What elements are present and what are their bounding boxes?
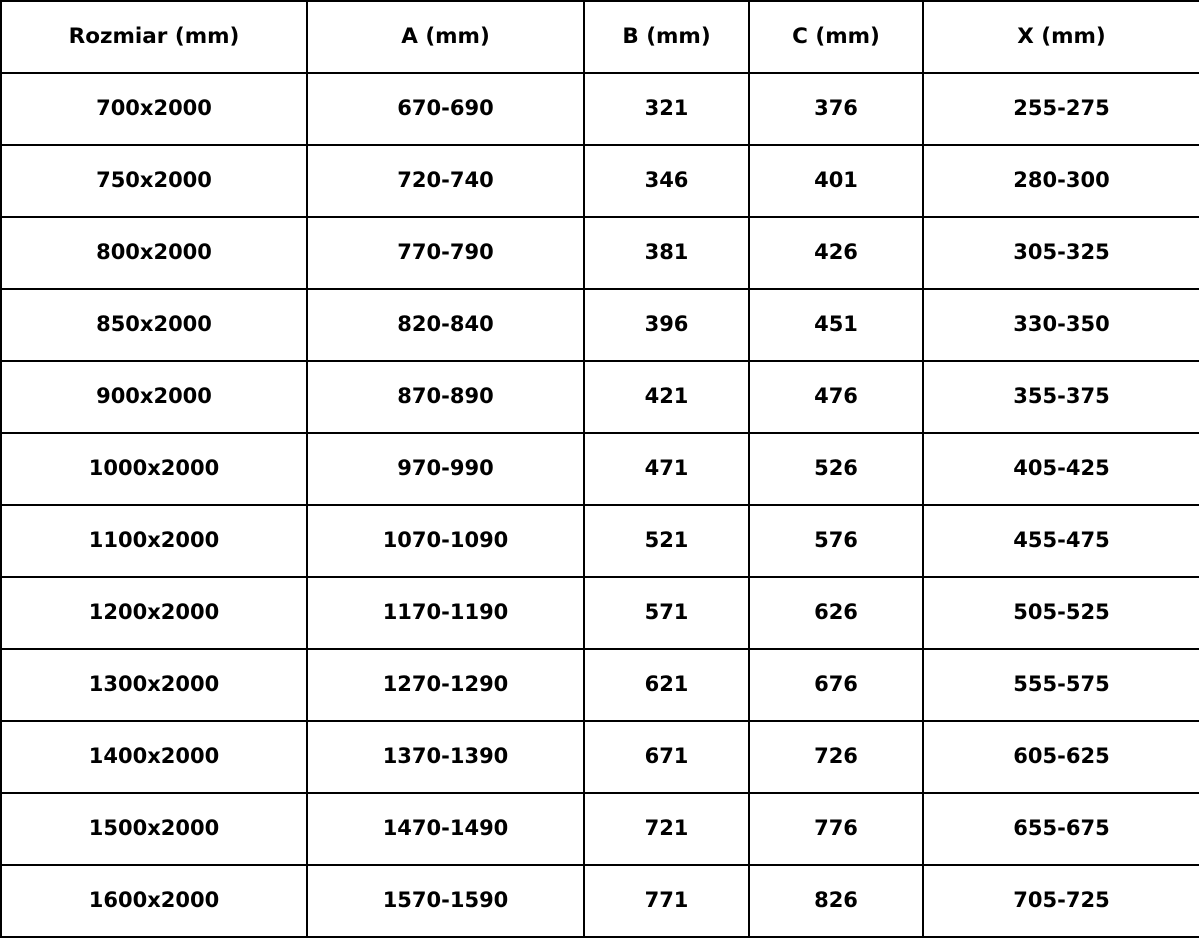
cell-a: 1270-1290 [307, 649, 584, 721]
cell-c: 526 [749, 433, 923, 505]
cell-a: 970-990 [307, 433, 584, 505]
table-row [1, 217, 1199, 289]
cell-x: 255-275 [923, 73, 1199, 145]
cell-x: 605-625 [923, 721, 1199, 793]
cell-c: 826 [749, 865, 923, 937]
cell-b: 571 [584, 577, 749, 649]
cell-rozmiar: 1300x2000 [1, 649, 307, 721]
cell-x: 455-475 [923, 505, 1199, 577]
cell-c: 476 [749, 361, 923, 433]
cell-b: 621 [584, 649, 749, 721]
cell-c: 426 [749, 217, 923, 289]
table-header-row [1, 1, 1199, 73]
cell-a: 1070-1090 [307, 505, 584, 577]
cell-rozmiar: 1600x2000 [1, 865, 307, 937]
table-row [1, 793, 1199, 865]
cell-x: 705-725 [923, 865, 1199, 937]
cell-a: 820-840 [307, 289, 584, 361]
cell-b: 421 [584, 361, 749, 433]
table-row [1, 289, 1199, 361]
cell-b: 671 [584, 721, 749, 793]
column-header-b: B (mm) [584, 1, 749, 73]
cell-a: 670-690 [307, 73, 584, 145]
cell-rozmiar: 700x2000 [1, 73, 307, 145]
cell-b: 381 [584, 217, 749, 289]
cell-x: 280-300 [923, 145, 1199, 217]
cell-c: 626 [749, 577, 923, 649]
cell-b: 521 [584, 505, 749, 577]
cell-a: 770-790 [307, 217, 584, 289]
cell-b: 346 [584, 145, 749, 217]
cell-x: 330-350 [923, 289, 1199, 361]
cell-x: 355-375 [923, 361, 1199, 433]
table-row [1, 505, 1199, 577]
table-row [1, 361, 1199, 433]
cell-c: 576 [749, 505, 923, 577]
cell-rozmiar: 800x2000 [1, 217, 307, 289]
cell-c: 676 [749, 649, 923, 721]
column-header-a: A (mm) [307, 1, 584, 73]
cell-rozmiar: 1200x2000 [1, 577, 307, 649]
cell-b: 721 [584, 793, 749, 865]
cell-b: 396 [584, 289, 749, 361]
cell-c: 776 [749, 793, 923, 865]
cell-a: 1470-1490 [307, 793, 584, 865]
cell-x: 655-675 [923, 793, 1199, 865]
cell-a: 1570-1590 [307, 865, 584, 937]
cell-rozmiar: 1000x2000 [1, 433, 307, 505]
cell-b: 771 [584, 865, 749, 937]
table-row [1, 73, 1199, 145]
table-row [1, 433, 1199, 505]
cell-rozmiar: 850x2000 [1, 289, 307, 361]
cell-b: 471 [584, 433, 749, 505]
table-row [1, 145, 1199, 217]
table-row [1, 577, 1199, 649]
cell-c: 726 [749, 721, 923, 793]
table-row [1, 865, 1199, 937]
cell-x: 505-525 [923, 577, 1199, 649]
cell-x: 305-325 [923, 217, 1199, 289]
column-header-rozmiar: Rozmiar (mm) [1, 1, 307, 73]
cell-b: 321 [584, 73, 749, 145]
cell-rozmiar: 900x2000 [1, 361, 307, 433]
cell-c: 451 [749, 289, 923, 361]
cell-rozmiar: 1500x2000 [1, 793, 307, 865]
cell-rozmiar: 1100x2000 [1, 505, 307, 577]
table-row [1, 649, 1199, 721]
table-row [1, 721, 1199, 793]
column-header-x: X (mm) [923, 1, 1199, 73]
cell-a: 720-740 [307, 145, 584, 217]
cell-a: 870-890 [307, 361, 584, 433]
cell-a: 1370-1390 [307, 721, 584, 793]
cell-c: 376 [749, 73, 923, 145]
column-header-c: C (mm) [749, 1, 923, 73]
cell-x: 555-575 [923, 649, 1199, 721]
cell-x: 405-425 [923, 433, 1199, 505]
cell-rozmiar: 1400x2000 [1, 721, 307, 793]
cell-rozmiar: 750x2000 [1, 145, 307, 217]
cell-a: 1170-1190 [307, 577, 584, 649]
cell-c: 401 [749, 145, 923, 217]
